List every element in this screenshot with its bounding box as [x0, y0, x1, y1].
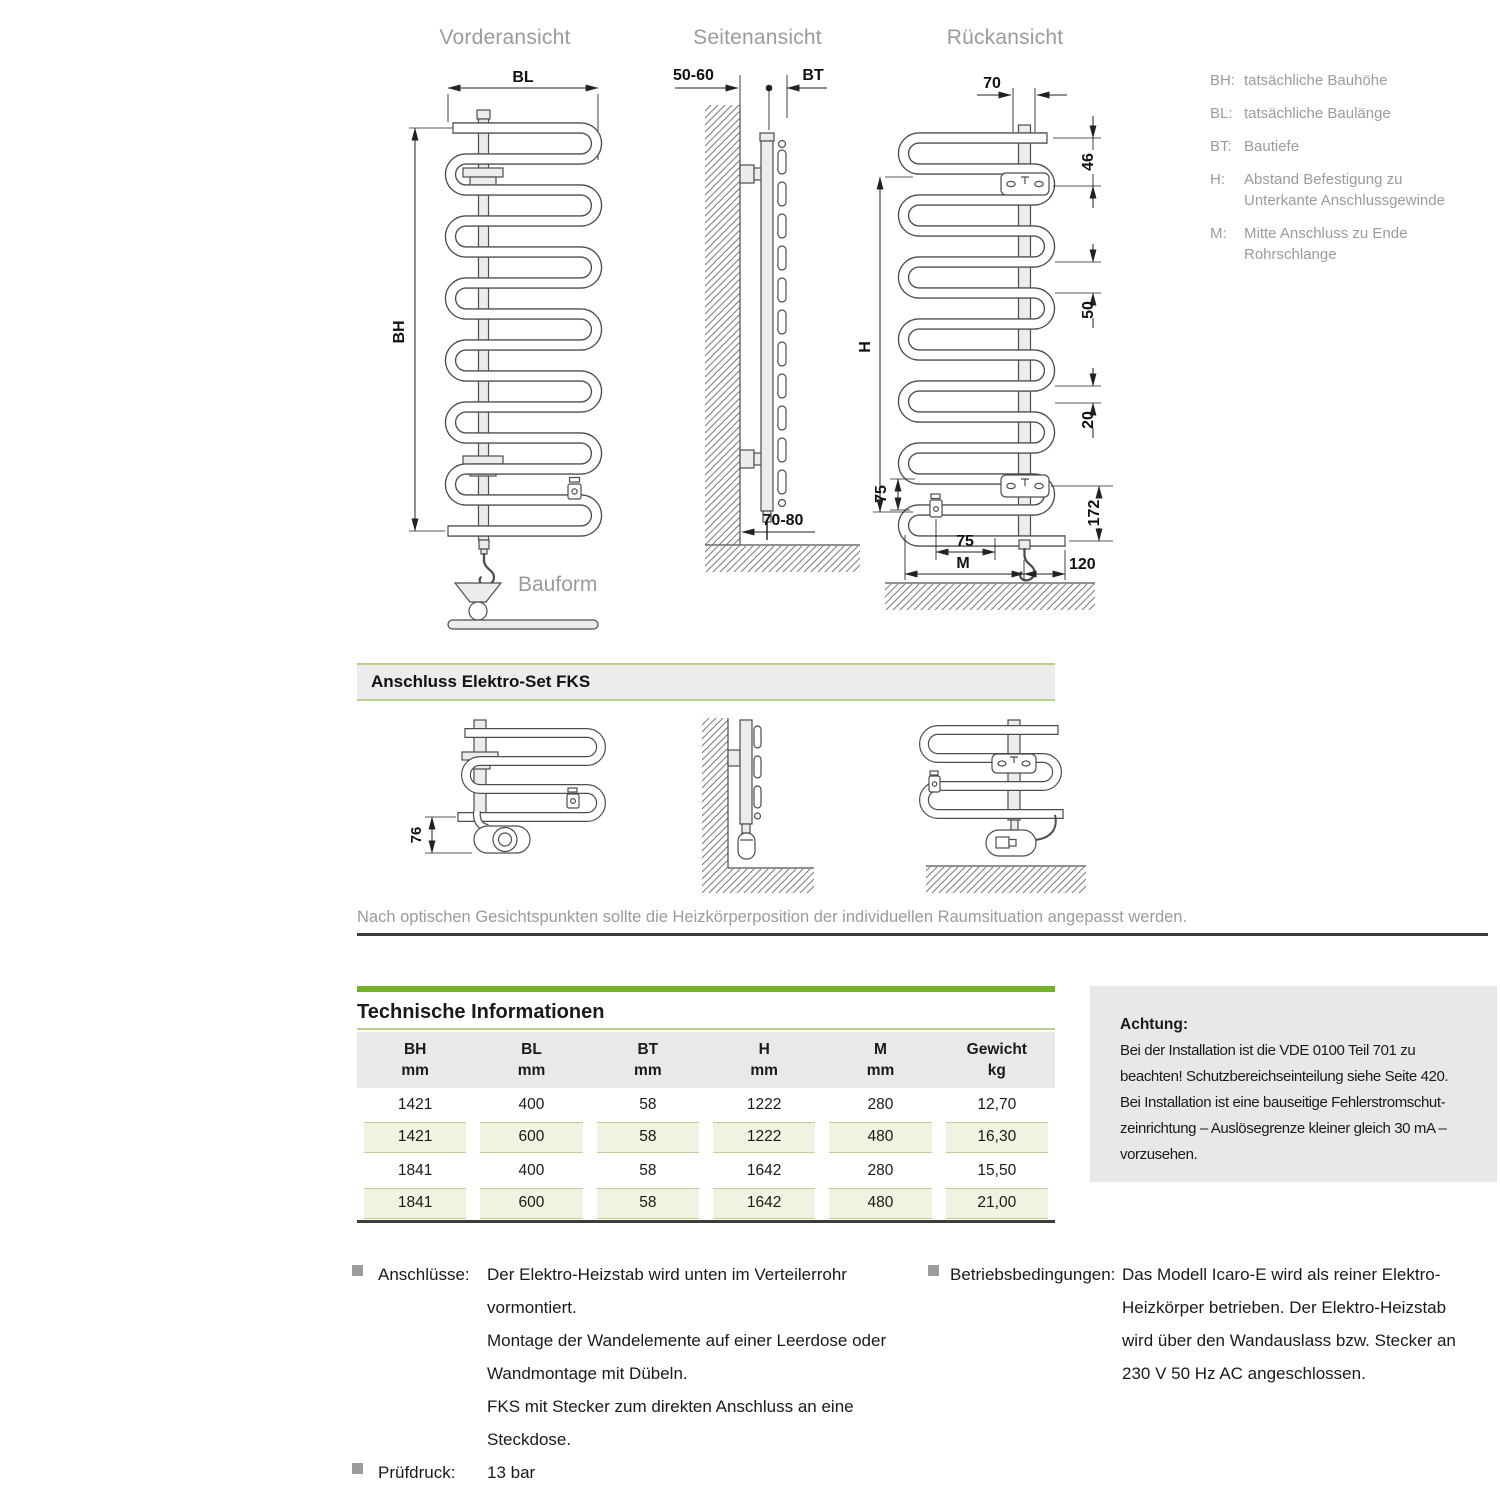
connections-line: FKS mit Stecker zum direkten Anschluss an eine	[487, 1397, 854, 1416]
col-unit: mm	[401, 1062, 429, 1079]
pipe-axis-dot	[766, 85, 773, 92]
rear-view-drawing	[855, 60, 1125, 645]
wall-gap-dim-label: 50-60	[673, 67, 714, 84]
dim75-left-extensions	[890, 479, 915, 510]
tube-end-bumps	[778, 141, 786, 507]
rear-view-title: Rückansicht	[946, 26, 1064, 49]
cell-h: 1642	[746, 1162, 782, 1179]
cell-h: 1222	[713, 1122, 815, 1153]
dim75-bottom-label: 75	[956, 533, 974, 550]
profile-column	[761, 141, 773, 511]
legend-text: tatsächliche Bauhöhe	[1244, 72, 1388, 89]
bauform-bar-icon	[448, 620, 598, 629]
fks-rear-detail-drawing	[918, 718, 1093, 895]
legend-text-line: Mitte Anschluss zu Ende	[1244, 225, 1408, 242]
detail-side-floor-hatch	[728, 869, 814, 893]
detail-sensor-dot	[571, 799, 576, 804]
operating-line: wird über den Wandauslass bzw. Stecker an	[1122, 1331, 1456, 1350]
wall-hatch	[705, 105, 740, 545]
fks-section-header: Anschluss Elektro-Set FKS	[357, 663, 1055, 701]
col-unit: mm	[634, 1062, 662, 1079]
detail-clamp-cap	[930, 771, 938, 775]
position-note: Nach optischen Gesichtspunkten sollte die Heizkörperposition der individuellen Raumsituation angepasst werden.	[357, 908, 1188, 926]
detail-side-bracket	[728, 750, 740, 766]
connections-label: Anschlüsse:	[378, 1265, 470, 1284]
cell-bt: 58	[639, 1096, 657, 1113]
test-pressure-value: 13 bar	[487, 1463, 536, 1482]
detail-plug-heater	[986, 815, 1056, 856]
cell-weight: 16,30	[946, 1122, 1048, 1153]
table-accent-bar	[357, 986, 1055, 992]
table-header-cell	[939, 1032, 1055, 1088]
legend-text: tatsächliche Baulänge	[1244, 105, 1391, 122]
table-title: Technische Informationen	[357, 1000, 605, 1023]
wall-plate-upper	[1001, 173, 1049, 195]
floor-hatch	[705, 546, 860, 572]
detail-side-fitting	[742, 824, 750, 833]
serpentine-coil	[448, 122, 597, 537]
legend-text: Bautiefe	[1244, 138, 1300, 155]
legend-item-m	[1210, 223, 1500, 265]
side-bracket-lower	[740, 450, 754, 468]
side-view-title: Seitenansicht	[693, 26, 822, 49]
col-label: M	[874, 1041, 887, 1058]
cell-m: 280	[867, 1096, 894, 1113]
cell-bl: 600	[480, 1122, 582, 1153]
detail-side-column	[740, 720, 752, 824]
legend-key: BT:	[1210, 138, 1232, 155]
bauform-ball-icon	[469, 602, 487, 620]
dim120-label: 120	[1069, 556, 1096, 573]
table-row	[357, 1154, 1055, 1187]
cell-bt: 58	[597, 1122, 699, 1153]
cell-weight: 21,00	[946, 1188, 1048, 1219]
cell-bl: 600	[480, 1188, 582, 1219]
sensor-cap	[570, 478, 580, 483]
cell-bl: 400	[518, 1162, 545, 1179]
cell-m: 480	[829, 1122, 931, 1153]
warning-line: Bei Installation ist eine bauseitige Fehlerstromschut-	[1120, 1094, 1446, 1111]
legend-text	[1244, 223, 1407, 265]
legend-text-line: Rohrschlange	[1244, 246, 1337, 263]
detail-side-heater	[738, 833, 755, 859]
warning-line: vorzusehen.	[1120, 1146, 1198, 1163]
legend-item-bl	[1210, 103, 1500, 124]
bottom-fitting	[479, 540, 489, 549]
table-header-row	[357, 1032, 1055, 1088]
side-extension-lines	[740, 75, 787, 118]
detail-sensor-cap	[568, 788, 577, 792]
connections-line: vormontiert.	[487, 1298, 577, 1317]
cell-bt: 58	[639, 1162, 657, 1179]
table-title-underline	[357, 1028, 1055, 1030]
bt-dim-label: BT	[802, 67, 824, 84]
dim50-extensions	[1055, 262, 1101, 293]
table-header-cell	[590, 1032, 706, 1088]
detail-clamp-dot	[932, 782, 936, 786]
rear-bottom-fitting	[1019, 540, 1030, 549]
detail-wall-hatch	[702, 718, 728, 893]
col-label: BH	[403, 1041, 427, 1058]
clamp-cap	[931, 494, 940, 499]
cell-m: 480	[829, 1188, 931, 1219]
warning-box	[1090, 986, 1497, 1182]
legend-key: BL:	[1210, 105, 1233, 122]
rear-cable-hook	[1020, 549, 1034, 580]
bullet-icon	[352, 1463, 363, 1474]
dim75-left-label: 75	[873, 485, 890, 503]
legend-item-bt	[1210, 136, 1500, 157]
detail-tube-bumps	[754, 726, 761, 819]
col-unit: kg	[987, 1062, 1006, 1079]
warning-line: beachten! Schutzbereichseinteilung siehe Seite 420.	[1120, 1068, 1449, 1085]
operating-text	[1122, 1258, 1456, 1390]
bracket-upper-plate	[463, 168, 503, 177]
legend-item-h	[1210, 169, 1500, 211]
connections-line: Wandmontage mit Dübeln.	[487, 1364, 688, 1383]
cell-weight: 15,50	[977, 1162, 1017, 1179]
dim76-label: 76	[408, 826, 425, 844]
table-header-cell	[473, 1032, 589, 1088]
operating-line: Heizkörper betrieben. Der Elektro-Heizstab	[1122, 1298, 1447, 1317]
warning-title: Achtung:	[1120, 1016, 1189, 1033]
bauform-label: Bauform	[518, 573, 598, 596]
legend-key: M:	[1210, 225, 1227, 242]
detail-rear-pin	[1011, 820, 1018, 830]
sensor-dot	[572, 489, 577, 494]
fks-front-detail-drawing	[410, 718, 625, 895]
front-view-drawing	[385, 60, 655, 645]
cell-h: 1222	[746, 1096, 782, 1113]
dim46-label: 46	[1080, 153, 1097, 171]
cable-hook	[480, 554, 494, 585]
dim50-label: 50	[1080, 301, 1097, 319]
table-row	[357, 1121, 1055, 1154]
col-unit: mm	[517, 1062, 546, 1079]
dimM-label: M	[956, 555, 970, 572]
cell-bt: 58	[597, 1188, 699, 1219]
detail-rear-floor-hatch	[926, 867, 1086, 893]
cell-bl: 400	[518, 1096, 545, 1113]
floor-gap-dim-label: 70-80	[762, 512, 804, 529]
connections-line: Der Elektro-Heizstab wird unten im Verteilerrohr	[487, 1265, 847, 1284]
legend-key: BH:	[1210, 72, 1236, 89]
bullet-icon	[352, 1265, 363, 1276]
side-bracket-upper	[740, 165, 754, 183]
legend-item-bh	[1210, 70, 1500, 91]
table-body	[357, 1088, 1055, 1220]
clamp-dot	[934, 507, 939, 512]
col-unit: mm	[750, 1062, 778, 1079]
dim20-label: 20	[1080, 411, 1097, 429]
cell-h: 1642	[713, 1188, 815, 1219]
cell-bh: 1421	[364, 1122, 466, 1153]
col-label: Gewicht	[966, 1041, 1027, 1058]
cell-bh: 1421	[397, 1096, 433, 1113]
operating-line: 230 V 50 Hz AC angeschlossen.	[1122, 1364, 1366, 1383]
cell-bh: 1841	[397, 1162, 433, 1179]
bh-dim-label: BH	[391, 320, 408, 344]
table-row	[357, 1088, 1055, 1121]
connections-line: Steckdose.	[487, 1430, 572, 1449]
legend-text	[1244, 169, 1445, 211]
table-header-cell	[357, 1032, 473, 1088]
table-header-cell	[706, 1032, 822, 1088]
col-label: BL	[521, 1041, 542, 1058]
bl-dim-label: BL	[512, 69, 534, 86]
wall-plate-lower	[1001, 475, 1049, 497]
profile-top-cap	[760, 133, 774, 141]
rear-floor-hatch	[885, 584, 1095, 610]
bullet-icon	[928, 1265, 939, 1276]
top-dim-label: 70	[983, 75, 1001, 92]
cell-weight: 12,70	[977, 1096, 1017, 1113]
detail-wall-plate	[992, 754, 1036, 773]
warning-line: zeinrichtung – Auslösegrenze kleiner gleich 30 mA –	[1120, 1120, 1447, 1137]
dim20-extensions	[1055, 386, 1101, 403]
dim172-label: 172	[1086, 499, 1103, 527]
operating-line: Das Modell Icaro-E wird als reiner Elektro-	[1122, 1265, 1441, 1284]
cell-bh: 1841	[364, 1188, 466, 1219]
col-unit: mm	[866, 1062, 895, 1079]
table-row	[357, 1187, 1055, 1220]
col-label: BT	[637, 1041, 659, 1058]
legend-text-line: Unterkante Anschlussgewinde	[1244, 192, 1445, 209]
fks-side-detail-drawing	[702, 718, 817, 895]
table-header-cell	[822, 1032, 938, 1088]
legend-text-line: Abstand Befestigung zu	[1244, 171, 1403, 188]
section-divider	[357, 933, 1488, 936]
front-view-title: Vorderansicht	[439, 26, 571, 49]
legend-key: H:	[1210, 171, 1225, 188]
operating-label: Betriebsbedingungen:	[950, 1265, 1116, 1284]
table-bottom-border	[357, 1220, 1055, 1223]
column-top-cap	[477, 110, 490, 119]
cell-m: 280	[867, 1162, 894, 1179]
dim172-extensions	[1051, 486, 1113, 541]
col-label: H	[758, 1041, 770, 1058]
warning-line: Bei der Installation ist die VDE 0100 Teil 701 zu	[1120, 1042, 1416, 1059]
test-pressure-label: Prüfdruck:	[378, 1463, 456, 1482]
h-dim-label: H	[857, 341, 874, 353]
bauform-funnel-icon	[455, 583, 501, 602]
legend	[1210, 70, 1500, 277]
connections-text	[487, 1258, 886, 1456]
connections-line: Montage der Wandelemente auf einer Leerdose oder	[487, 1331, 887, 1350]
